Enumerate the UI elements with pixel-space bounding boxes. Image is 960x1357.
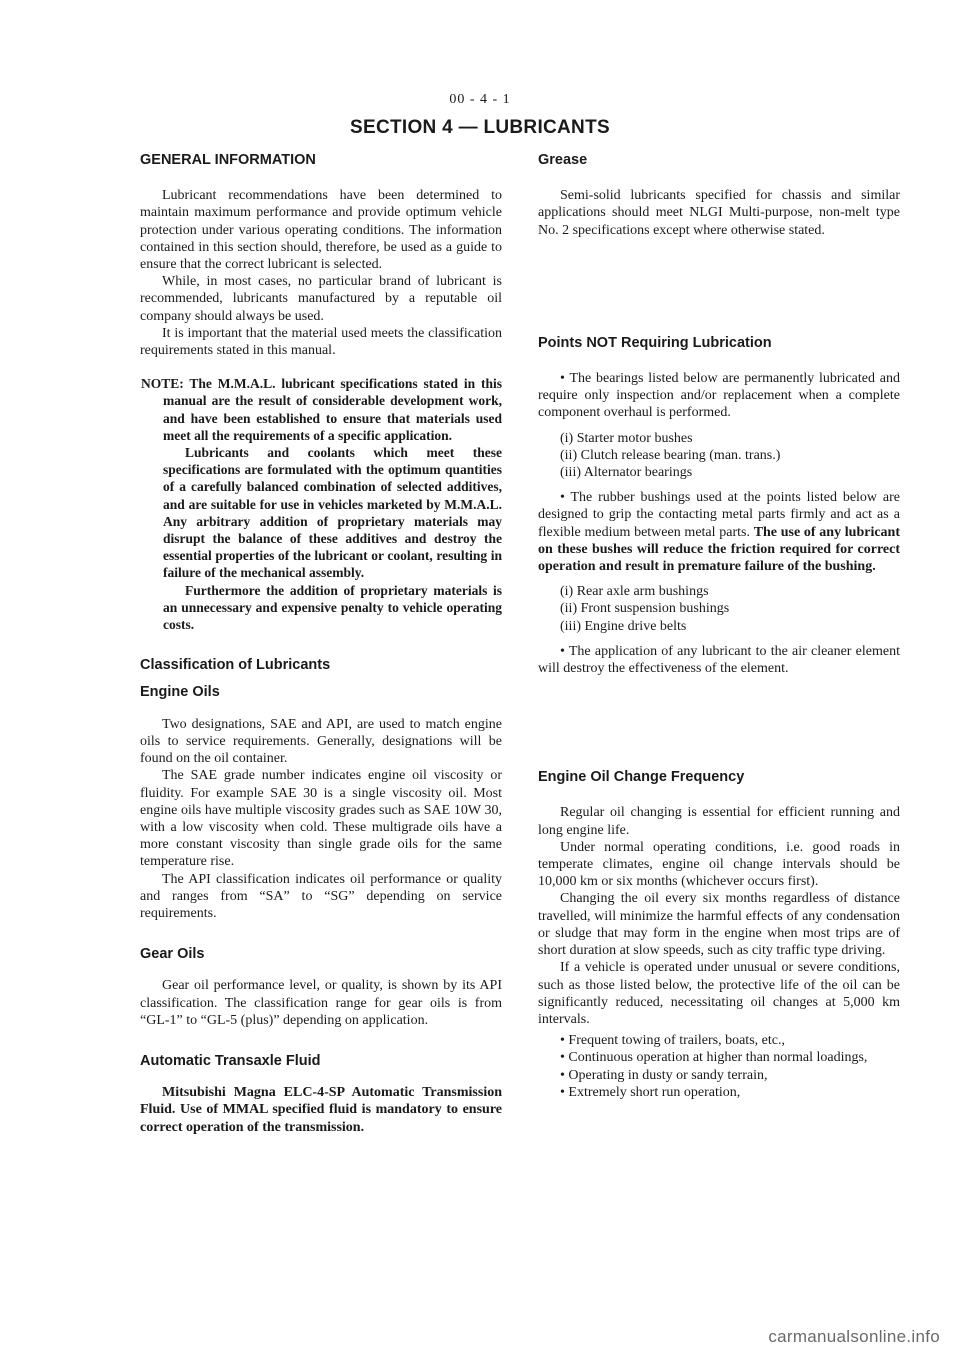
list-item: • Frequent towing of trailers, boats, etc., xyxy=(560,1033,785,1049)
list-item: • Extremely short run operation, xyxy=(560,1084,741,1100)
list-item: (ii) Front suspension bushings xyxy=(560,601,730,617)
oil-change-paragraph-1: Regular oil changing is essential for efficient running and long engine life. xyxy=(538,805,900,838)
grease-paragraph: Semi-solid lubricants specified for chassis and similar applications should meet NLGI Multi-purpose, non-melt type No. 2 specifications except where otherwise stated. xyxy=(538,188,900,238)
list-item: (iii) Engine drive belts xyxy=(560,618,687,634)
note-paragraph-1: NOTE: The M.M.A.L. lubricant specifications stated in this manual are the result of considerable development work, and have been established to ensure that materials used meet all the requirements of a specific application. xyxy=(141,376,502,443)
bushings-list xyxy=(560,583,900,635)
engine-oils-heading: Engine Oils xyxy=(140,684,220,701)
atf-heading: Automatic Transaxle Fluid xyxy=(140,1052,321,1069)
note-block xyxy=(141,375,502,633)
points-paragraph-1: • The bearings listed below are permanently lubricated and require only inspection and/or replacement when a complete component overhaul is performed. xyxy=(538,371,900,421)
list-item: (iii) Alternator bearings xyxy=(560,465,693,481)
note-paragraph-3: Furthermore the addition of proprietary materials is an unnecessary and expensive penalty to vehicle operating costs. xyxy=(163,582,502,633)
engine-oil-change-frequency-heading: Engine Oil Change Frequency xyxy=(538,769,745,786)
list-item: (i) Rear axle arm bushings xyxy=(560,584,709,600)
list-item: (i) Starter motor bushes xyxy=(560,430,693,446)
severe-conditions-list xyxy=(538,1032,900,1101)
points-not-requiring-lubrication-heading: Points NOT Requiring Lubrication xyxy=(538,334,772,351)
watermark: carmanualsonline.info xyxy=(768,1327,940,1346)
gear-oils-paragraph: Gear oil performance level, or quality, is shown by its API classification. The classification range for gear oils is from “GL-1” to “GL-5 (plus)” depending on application. xyxy=(140,978,502,1028)
oil-change-paragraph-2: Under normal operating conditions, i.e. good roads in temperate climates, engine oil change intervals should be 10,000 km or six months (whichever occurs first). xyxy=(538,839,900,890)
points-paragraph-2-warning: The use of any lubricant on these bushes will reduce the friction required for correct operation and result in premature failure of the bushing. xyxy=(538,524,901,575)
right-column xyxy=(538,152,900,1101)
bearings-list xyxy=(560,430,900,482)
note-paragraph-2: Lubricants and coolants which meet these specifications are formulated with the optimum quantities of a carefully balanced combination of selected additives, and are suitable for use in vehicles marketed by M.M.A.L. Any arbitrary addition of proprietary materials may disrupt the balance of these additives and destroy the essential properties of the lubricant or coolant, resulting in failure of the mechanical assembly. xyxy=(163,445,502,581)
general-information-heading: GENERAL INFORMATION xyxy=(140,152,316,168)
points-paragraph-3: • The application of any lubricant to the air cleaner element will destroy the effectiveness of the element. xyxy=(538,643,900,677)
engine-oils-paragraph-1: Two designations, SAE and API, are used to match engine oils to service requirements. Generally, designations will be found on the oil container. xyxy=(140,716,502,767)
oil-change-paragraph-3: Changing the oil every six months regardless of distance travelled, will minimize the harmful effects of any condensation or sludge that may form in the engine when most trips are of short duration at slow speeds, such as city traffic type driving. xyxy=(538,891,900,959)
points-paragraph-2 xyxy=(538,489,900,575)
general-paragraph-3: It is important that the material used meets the classification requirements stated in this manual. xyxy=(140,325,502,359)
page-number: 00 - 4 - 1 xyxy=(449,92,511,107)
atf-paragraph: Mitsubishi Magna ELC-4-SP Automatic Transmission Fluid. Use of MMAL specified fluid is mandatory to ensure correct operation of the transmission. xyxy=(140,1085,502,1135)
list-item: (ii) Clutch release bearing (man. trans.) xyxy=(560,447,781,463)
engine-oils-paragraph-2: The SAE grade number indicates engine oil viscosity or fluidity. For example SAE 30 is a single viscosity oil. Most engine oils have multiple viscosity grades such as SAE 10W 30, with a low viscosity when cold. These multigrade oils have a more constant viscosity than single grade oils for the same temperature rise. xyxy=(140,768,502,870)
list-item: • Operating in dusty or sandy terrain, xyxy=(560,1067,768,1083)
classification-heading: Classification of Lubricants xyxy=(140,657,331,674)
gear-oils-heading: Gear Oils xyxy=(140,946,205,963)
engine-oils-paragraph-3: The API classification indicates oil performance or quality and ranges from “SA” to “SG” depending on service requirements. xyxy=(140,871,502,921)
section-title: SECTION 4 — LUBRICANTS xyxy=(350,117,610,138)
general-paragraph-2: While, in most cases, no particular brand of lubricant is recommended, lubricants manufactured by a reputable oil company should always be used. xyxy=(140,274,502,324)
general-paragraph-1: Lubricant recommendations have been determined to maintain maximum performance and provide optimum vehicle protection under various operating conditions. The information contained in this section should, therefore, be used as a guide to ensure that the correct lubricant is selected. xyxy=(140,188,502,273)
list-item: • Continuous operation at higher than normal loadings, xyxy=(560,1050,868,1066)
grease-heading: Grease xyxy=(538,152,588,168)
oil-change-paragraph-4: If a vehicle is operated under unusual or severe conditions, such as those listed below, the protective life of the oil can be significantly reduced, necessitating oil changes at 5,000 km intervals. xyxy=(538,960,900,1027)
points-paragraph-2-text: • The rubber bushings used at the points listed below are designed to grip the contacting metal parts firmly and act as a flexible medium between metal parts. xyxy=(538,490,900,540)
left-column xyxy=(140,152,502,1136)
